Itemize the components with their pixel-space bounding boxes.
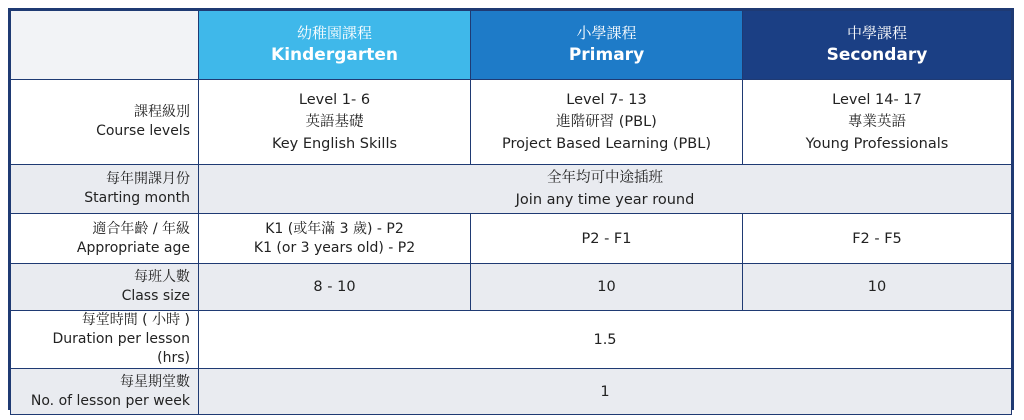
header-kindergarten-zh: 幼稚園課程 (296, 24, 372, 42)
level-range: Level 14- 17 (832, 92, 922, 108)
row-label-en: No. of lesson per week (30, 392, 190, 409)
header-corner-cell (11, 11, 199, 80)
row-label-en: Appropriate age (76, 239, 190, 256)
course-name-en: Key English Skills (271, 136, 398, 152)
header-primary-en: Primary (568, 45, 645, 65)
table-header-row (11, 11, 1012, 80)
row-label-en: Duration per lesson (hrs) (52, 331, 190, 366)
row-label-duration (11, 311, 199, 369)
course-name-zh: 專業英語 (848, 114, 906, 130)
cell-levels-secondary (743, 80, 1012, 165)
row-label-lessons-per-week (11, 369, 199, 415)
level-range: Level 1- 6 (298, 92, 371, 108)
course-name-zh: 英語基礎 (305, 114, 364, 130)
age-zh: K1 (或年滿 3 歲) - P2 (265, 220, 404, 237)
table-row-lessons-per-week (11, 369, 1012, 415)
header-kindergarten (199, 11, 471, 80)
row-label-zh: 每年開課月份 (106, 171, 190, 187)
cell-levels-primary (471, 80, 743, 165)
table-row-class-size (11, 264, 1012, 311)
starting-month-zh: 全年均可中途插班 (547, 170, 663, 186)
cell-age-kindergarten (199, 214, 471, 264)
row-label-course-levels (11, 80, 199, 165)
row-label-en: Starting month (84, 190, 190, 206)
cell-size-secondary: 10 (743, 264, 1012, 311)
row-label-appropriate-age (11, 214, 199, 264)
level-range: Level 7- 13 (566, 92, 647, 108)
row-label-starting-month (11, 165, 199, 214)
cell-starting-month (199, 165, 1012, 214)
row-label-zh: 課程級別 (134, 104, 190, 120)
row-label-zh: 每星期堂數 (120, 373, 190, 390)
row-label-en: Course levels (96, 123, 190, 139)
course-name-en: Project Based Learning (PBL) (502, 136, 711, 152)
table-row-duration (11, 311, 1012, 369)
row-label-en: Class size (121, 288, 190, 304)
row-label-zh: 每堂時間 ( 小時 ) (81, 312, 190, 328)
cell-duration: 1.5 (199, 311, 1012, 369)
cell-lessons-per-week: 1 (199, 369, 1012, 415)
cell-size-kindergarten: 8 - 10 (199, 264, 471, 311)
age-en: K1 (or 3 years old) - P2 (253, 239, 416, 256)
course-table (8, 8, 1014, 410)
row-label-zh: 適合年齡 / 年級 (92, 220, 190, 237)
cell-levels-kindergarten (199, 80, 471, 165)
table-row-course-levels (11, 80, 1012, 165)
row-label-zh: 每班人數 (134, 269, 190, 285)
header-primary-zh: 小學課程 (576, 24, 637, 42)
table-row-starting-month (11, 165, 1012, 214)
table-row-appropriate-age (11, 214, 1012, 264)
starting-month-en: Join any time year round (515, 192, 695, 208)
course-name-zh: 進階研習 (PBL) (556, 114, 657, 130)
header-kindergarten-en: Kindergarten (271, 45, 398, 65)
header-secondary (743, 11, 1012, 80)
row-label-class-size (11, 264, 199, 311)
cell-age-primary: P2 - F1 (471, 214, 743, 264)
header-secondary-en: Secondary (826, 45, 928, 65)
header-secondary-zh: 中學課程 (846, 24, 907, 42)
cell-size-primary: 10 (471, 264, 743, 311)
course-name-en: Young Professionals (805, 136, 949, 152)
header-primary (471, 11, 743, 80)
cell-age-secondary: F2 - F5 (743, 214, 1012, 264)
